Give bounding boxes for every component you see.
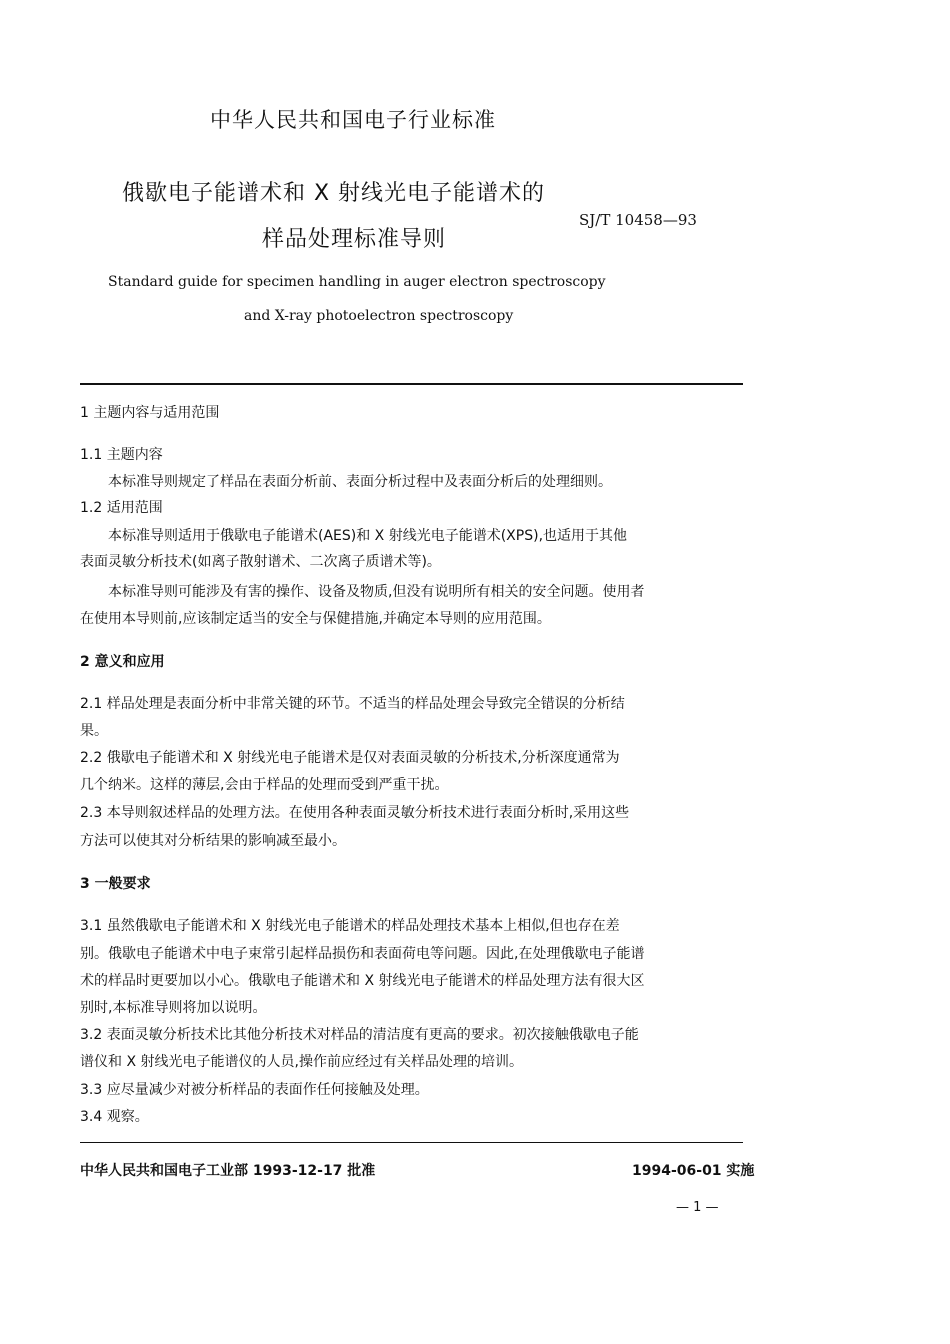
section-2-heading: 2 意义和应用 xyxy=(80,654,165,670)
section-3-3: 3.3 应尽量减少对被分析样品的表面作任何接触及处理。 xyxy=(80,1082,429,1098)
section-2-2-line1: 2.2 俄歇电子能谱术和 X 射线光电子能谱术是仅对表面灵敏的分析技术,分析深度通常为 xyxy=(80,750,620,766)
section-1-2-text2-line2: 在使用本导则前,应该制定适当的安全与保健措施,并确定本导则的应用范围。 xyxy=(80,611,551,627)
section-1-2-text-line1: 本标准导则适用于俄歇电子能谱术(AES)和 X 射线光电子能谱术(XPS),也适用于其他 xyxy=(108,528,628,544)
standard-body-title: 中华人民共和国电子行业标准 xyxy=(210,108,496,132)
section-3-4: 3.4 观察。 xyxy=(80,1109,149,1125)
section-3-1-line3: 术的样品时更要加以小心。俄歇电子能谱术和 X 射线光电子能谱术的样品处理方法有很大区 xyxy=(80,973,645,989)
section-3-1-line1: 3.1 虽然俄歇电子能谱术和 X 射线光电子能谱术的样品处理技术基本上相似,但也存在差 xyxy=(80,918,620,934)
document-title-line2: 样品处理标准导则 xyxy=(262,227,447,252)
page-number: — 1 — xyxy=(676,1200,719,1215)
section-3-2-line1: 3.2 表面灵敏分析技术比其他分析技术对样品的清洁度有更高的要求。初次接触俄歇电子能 xyxy=(80,1027,639,1043)
implementation-date: 1994-06-01 实施 xyxy=(632,1163,755,1179)
section-1-2-text-line2: 表面灵敏分析技术(如离子散射谱术、二次离子质谱术等)。 xyxy=(80,554,441,570)
section-1-heading: 1 主题内容与适用范围 xyxy=(80,405,220,421)
section-2-1-line1: 2.1 样品处理是表面分析中非常关键的环节。不适当的样品处理会导致完全错误的分析结 xyxy=(80,696,625,712)
section-2-3-line1: 2.3 本导则叙述样品的处理方法。在使用各种表面灵敏分析技术进行表面分析时,采用这些 xyxy=(80,805,630,821)
section-3-heading: 3 一般要求 xyxy=(80,876,151,892)
section-2-2-line2: 几个纳米。这样的薄层,会由于样品的处理而受到严重干扰。 xyxy=(80,777,449,793)
section-2-1-line2: 果。 xyxy=(80,723,108,739)
top-divider xyxy=(80,383,743,385)
section-3-1-line4: 别时,本标准导则将加以说明。 xyxy=(80,1000,267,1016)
approval-statement: 中华人民共和国电子工业部 1993-12-17 批准 xyxy=(80,1163,376,1179)
section-1-2-text2-line1: 本标准导则可能涉及有害的操作、设备及物质,但没有说明所有相关的安全问题。使用者 xyxy=(108,584,645,600)
english-title-line2: and X-ray photoelectron spectroscopy xyxy=(244,308,514,324)
english-title-line1: Standard guide for specimen handling in auger electron spectroscopy xyxy=(108,274,606,290)
section-3-2-line2: 谱仪和 X 射线光电子能谱仪的人员,操作前应经过有关样品处理的培训。 xyxy=(80,1054,523,1070)
section-1-2-heading: 1.2 适用范围 xyxy=(80,500,163,516)
section-3-1-line2: 别。俄歇电子能谱术中电子束常引起样品损伤和表面荷电等问题。因此,在处理俄歇电子能谱 xyxy=(80,946,645,962)
document-title-line1: 俄歇电子能谱术和 X 射线光电子能谱术的 xyxy=(122,181,546,206)
standard-number: SJ/T 10458—93 xyxy=(579,211,697,229)
bottom-divider xyxy=(80,1142,743,1143)
section-1-1-text: 本标准导则规定了样品在表面分析前、表面分析过程中及表面分析后的处理细则。 xyxy=(108,474,612,490)
section-1-1-heading: 1.1 主题内容 xyxy=(80,447,163,463)
section-2-3-line2: 方法可以使其对分析结果的影响减至最小。 xyxy=(80,833,346,849)
